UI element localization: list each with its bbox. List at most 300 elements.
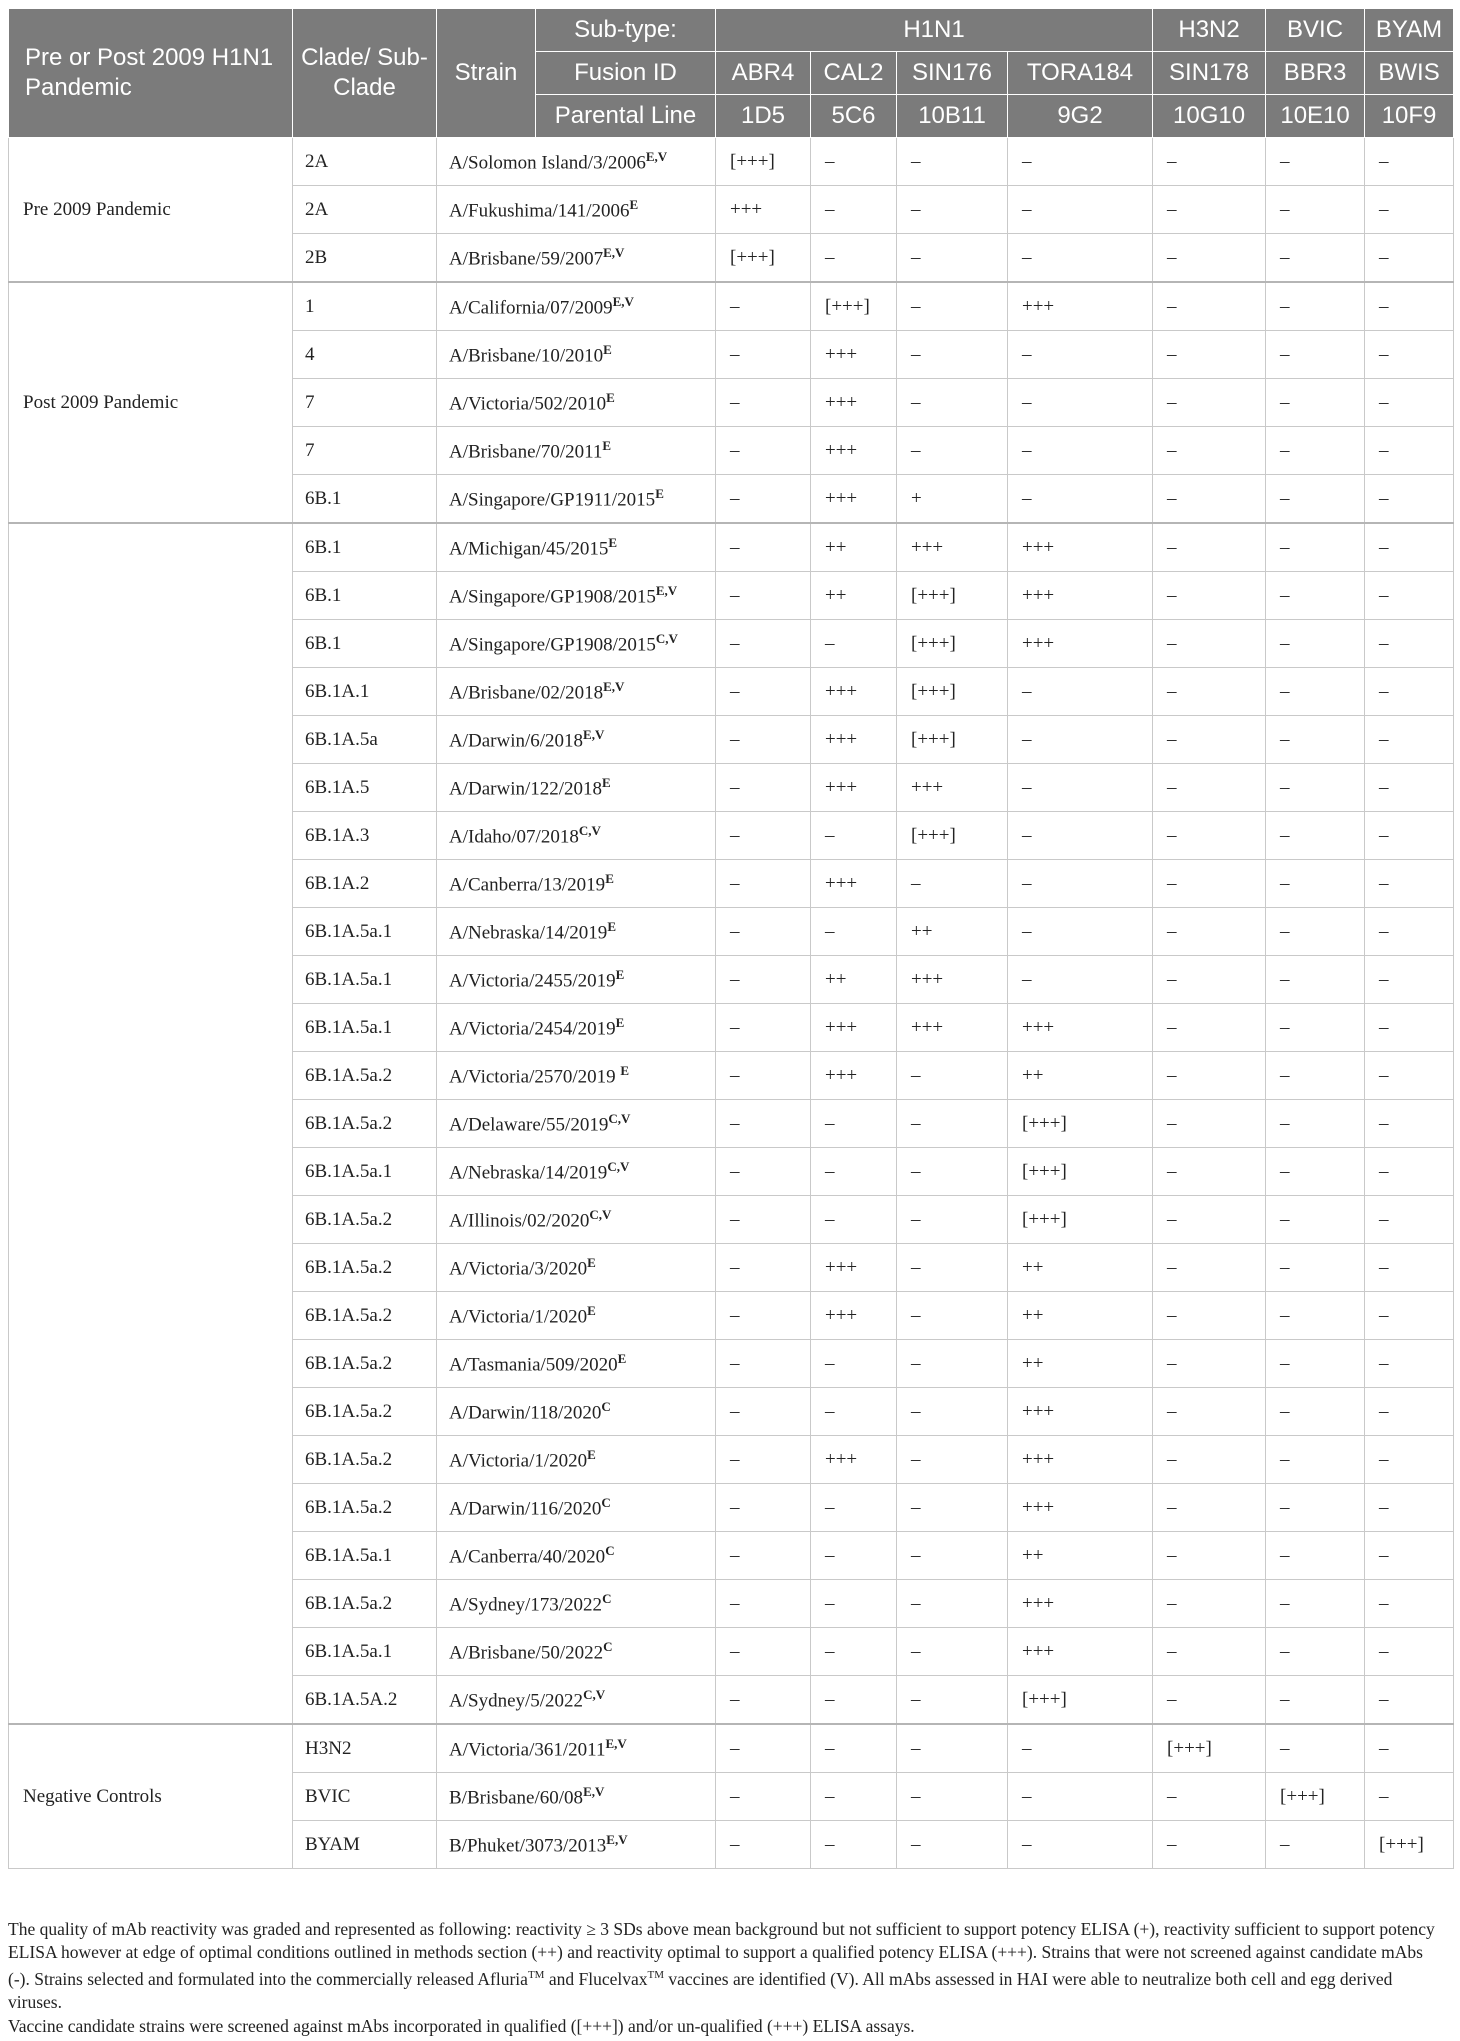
reactivity-cell: +++: [1008, 523, 1153, 572]
strain-name: A/Victoria/3/2020: [449, 1258, 588, 1280]
reactivity-cell: –: [1153, 860, 1266, 908]
reactivity-cell: [+++]: [716, 234, 811, 283]
table-header: [9, 9, 1454, 138]
reactivity-cell: –: [1266, 1580, 1365, 1628]
reactivity-cell: –: [1266, 1676, 1365, 1725]
strain-source-superscript: E: [608, 534, 618, 550]
reactivity-cell: [+++]: [1008, 1196, 1153, 1244]
reactivity-cell: +++: [811, 1052, 897, 1100]
clade-cell: 6B.1: [293, 572, 437, 620]
reactivity-cell: –: [716, 1388, 811, 1436]
clade-cell: 6B.1A.5a.2: [293, 1580, 437, 1628]
reactivity-cell: –: [1365, 956, 1454, 1004]
reactivity-cell: +++: [811, 860, 897, 908]
reactivity-cell: –: [716, 716, 811, 764]
clade-cell: 6B.1: [293, 620, 437, 668]
strain-name: A/Brisbane/10/2010: [449, 345, 604, 367]
reactivity-cell: –: [897, 1196, 1008, 1244]
reactivity-cell: –: [716, 331, 811, 379]
reactivity-cell: –: [1153, 1628, 1266, 1676]
reactivity-cell: –: [716, 764, 811, 812]
strain-name: A/Sydney/5/2022: [449, 1690, 584, 1712]
reactivity-cell: –: [1153, 1148, 1266, 1196]
reactivity-cell: [+++]: [897, 668, 1008, 716]
table-row: [9, 282, 1454, 331]
reactivity-cell: –: [716, 908, 811, 956]
strain-name: A/Brisbane/02/2018: [449, 682, 604, 704]
reactivity-cell: –: [1365, 475, 1454, 524]
reactivity-cell: –: [716, 1004, 811, 1052]
strain-name: A/Victoria/502/2010: [449, 393, 607, 415]
strain-name: A/Tasmania/509/2020: [449, 1354, 618, 1376]
strain-name: A/Sydney/173/2022: [449, 1594, 603, 1616]
reactivity-cell: –: [897, 282, 1008, 331]
reactivity-cell: –: [1365, 1436, 1454, 1484]
strain-source-superscript: C,V: [607, 1158, 630, 1174]
reactivity-cell: –: [1365, 331, 1454, 379]
reactivity-cell: –: [1266, 379, 1365, 427]
reactivity-cell: +++: [811, 668, 897, 716]
reactivity-cell: –: [1153, 1004, 1266, 1052]
reactivity-cell: –: [1153, 764, 1266, 812]
reactivity-cell: –: [716, 620, 811, 668]
reactivity-cell: –: [811, 186, 897, 234]
strain-name: A/Victoria/2455/2019: [449, 970, 616, 992]
strain-name: A/Singapore/GP1908/2015: [449, 586, 656, 608]
header-parental-line: 1D5: [716, 95, 811, 138]
group-label-cell: Pre 2009 Pandemic: [9, 138, 293, 283]
strain-cell: [437, 668, 716, 716]
reactivity-cell: ++: [811, 572, 897, 620]
reactivity-cell: +++: [811, 1292, 897, 1340]
strain-cell: [437, 331, 716, 379]
reactivity-cell: –: [716, 1532, 811, 1580]
reactivity-cell: –: [716, 1436, 811, 1484]
reactivity-cell: –: [1153, 1388, 1266, 1436]
footnote-grading: [8, 1918, 1448, 2014]
strain-source-superscript: C: [601, 1398, 611, 1414]
reactivity-cell: –: [1153, 1676, 1266, 1725]
strain-source-superscript: E: [655, 485, 664, 501]
reactivity-cell: –: [1153, 1484, 1266, 1532]
reactivity-cell: [+++]: [1008, 1676, 1153, 1725]
reactivity-cell: –: [1153, 1532, 1266, 1580]
reactivity-cell: –: [716, 427, 811, 475]
reactivity-cell: –: [716, 1676, 811, 1725]
strain-source-superscript: E,V: [612, 293, 634, 309]
strain-cell: [437, 282, 716, 331]
clade-cell: 2A: [293, 138, 437, 186]
reactivity-cell: –: [1008, 427, 1153, 475]
reactivity-cell: –: [1365, 523, 1454, 572]
clade-cell: 6B.1A.5a.1: [293, 1148, 437, 1196]
strain-cell: [437, 475, 716, 524]
header-clade: Clade/ Sub-Clade: [293, 9, 437, 138]
reactivity-cell: –: [1153, 1052, 1266, 1100]
reactivity-cell: +++: [811, 379, 897, 427]
reactivity-cell: [+++]: [1153, 1724, 1266, 1773]
reactivity-cell: –: [1365, 908, 1454, 956]
reactivity-cell: –: [1365, 1052, 1454, 1100]
strain-cell: [437, 379, 716, 427]
clade-cell: 7: [293, 379, 437, 427]
strain-cell: [437, 1292, 716, 1340]
strain-cell: [437, 1052, 716, 1100]
strain-cell: [437, 860, 716, 908]
reactivity-cell: +++: [897, 1004, 1008, 1052]
reactivity-cell: –: [1153, 620, 1266, 668]
reactivity-cell: –: [1266, 1821, 1365, 1869]
strain-source-superscript: E,V: [605, 1735, 627, 1751]
reactivity-cell: –: [1266, 1292, 1365, 1340]
footnote-text: The quality of mAb reactivity was graded and represented as following: reactivity ≥ 3 SDs above mean background but not sufficient to support potency ELISA (+), reactivity sufficient to support potency ELISA however at edge of optimal conditions outlined in methods section (++) and reactivity optimal to support a qualified potency ELISA (+++). Strains that were not screened against candidate mAbs (-). Strains selected and formulated into the commercially released Afluria: [8, 1919, 1435, 1989]
reactivity-cell: –: [897, 1052, 1008, 1100]
reactivity-cell: –: [1266, 138, 1365, 186]
reactivity-cell: –: [1008, 1724, 1153, 1773]
strain-cell: [437, 1196, 716, 1244]
reactivity-cell: –: [1266, 1388, 1365, 1436]
reactivity-cell: ++: [811, 523, 897, 572]
reactivity-cell: –: [1266, 1196, 1365, 1244]
strain-name: A/Michigan/45/2015: [449, 538, 609, 560]
strain-name: A/Brisbane/50/2022: [449, 1642, 604, 1664]
strain-source-superscript: C,V: [608, 1110, 631, 1126]
reactivity-cell: –: [811, 1340, 897, 1388]
reactivity-cell: –: [1153, 572, 1266, 620]
group-label-cell: Post 2009 Pandemic: [9, 282, 293, 523]
reactivity-cell: –: [716, 1628, 811, 1676]
reactivity-cell: +++: [1008, 572, 1153, 620]
reactivity-cell: –: [1365, 620, 1454, 668]
reactivity-cell: –: [716, 1244, 811, 1292]
header-fusion-id: SIN178: [1153, 52, 1266, 95]
reactivity-cell: –: [897, 138, 1008, 186]
reactivity-cell: –: [1266, 1340, 1365, 1388]
strain-name: A/Brisbane/70/2011: [449, 441, 603, 463]
reactivity-cell: –: [897, 1100, 1008, 1148]
header-fusion-id: BBR3: [1266, 52, 1365, 95]
reactivity-cell: –: [1008, 956, 1153, 1004]
strain-source-superscript: C: [601, 1494, 611, 1510]
reactivity-cell: –: [1365, 716, 1454, 764]
reactivity-cell: –: [716, 1724, 811, 1773]
reactivity-cell: –: [897, 1676, 1008, 1725]
strain-source-superscript: E: [629, 196, 639, 212]
strain-name: A/Nebraska/14/2019: [449, 922, 608, 944]
header-parental-line: 10F9: [1365, 95, 1454, 138]
header-strain: Strain: [437, 9, 536, 138]
reactivity-cell: –: [1153, 331, 1266, 379]
clade-cell: 7: [293, 427, 437, 475]
clade-cell: 6B.1A.5a.2: [293, 1196, 437, 1244]
header-parental-line: 9G2: [1008, 95, 1153, 138]
reactivity-cell: –: [1266, 908, 1365, 956]
strain-source-superscript: E: [587, 1446, 596, 1462]
reactivity-cell: –: [1365, 234, 1454, 283]
reactivity-cell: [+++]: [1008, 1100, 1153, 1148]
reactivity-cell: –: [1266, 572, 1365, 620]
reactivity-cell: +++: [897, 523, 1008, 572]
reactivity-cell: +++: [811, 1004, 897, 1052]
reactivity-cell: –: [1266, 1004, 1365, 1052]
reactivity-cell: –: [811, 1100, 897, 1148]
reactivity-cell: +++: [811, 331, 897, 379]
reactivity-cell: +++: [1008, 1436, 1153, 1484]
reactivity-cell: [+++]: [897, 812, 1008, 860]
strain-cell: [437, 812, 716, 860]
reactivity-cell: –: [897, 1436, 1008, 1484]
clade-cell: 6B.1A.5a.2: [293, 1052, 437, 1100]
reactivity-cell: –: [1266, 1100, 1365, 1148]
reactivity-cell: –: [716, 282, 811, 331]
reactivity-cell: –: [897, 234, 1008, 283]
reactivity-cell: –: [811, 1580, 897, 1628]
strain-source-superscript: E: [605, 870, 614, 886]
strain-cell: [437, 1436, 716, 1484]
reactivity-cell: –: [1008, 668, 1153, 716]
reactivity-cell: –: [1365, 1196, 1454, 1244]
table-row: [9, 523, 1454, 572]
reactivity-cell: –: [716, 1821, 811, 1869]
reactivity-cell: –: [1153, 668, 1266, 716]
reactivity-cell: –: [1365, 1676, 1454, 1725]
reactivity-cell: +++: [897, 956, 1008, 1004]
reactivity-cell: –: [1008, 908, 1153, 956]
strain-name: A/Idaho/07/2018: [449, 826, 579, 848]
strain-name: A/Darwin/6/2018: [449, 730, 584, 752]
reactivity-cell: –: [1153, 1821, 1266, 1869]
reactivity-cell: –: [1153, 282, 1266, 331]
reactivity-cell: –: [811, 1484, 897, 1532]
strain-source-superscript: E: [620, 1062, 630, 1078]
reactivity-cell: –: [1266, 1436, 1365, 1484]
strain-cell: [437, 1676, 716, 1725]
clade-cell: 1: [293, 282, 437, 331]
strain-name: A/Delaware/55/2019: [449, 1114, 609, 1136]
reactivity-cell: –: [1008, 716, 1153, 764]
header-subtype-byam: BYAM: [1365, 9, 1454, 52]
header-subtype-bvic: BVIC: [1266, 9, 1365, 52]
reactivity-cell: –: [811, 1821, 897, 1869]
reactivity-cell: –: [1365, 1724, 1454, 1773]
strain-name: A/Solomon Island/3/2006: [449, 152, 646, 174]
clade-cell: 6B.1A.5: [293, 764, 437, 812]
reactivity-cell: –: [716, 1340, 811, 1388]
strain-cell: [437, 234, 716, 283]
strain-source-superscript: E: [607, 918, 616, 934]
strain-cell: [437, 186, 716, 234]
reactivity-cell: –: [897, 1821, 1008, 1869]
reactivity-cell: –: [716, 1148, 811, 1196]
reactivity-cell: –: [897, 1244, 1008, 1292]
reactivity-cell: –: [716, 668, 811, 716]
footnote-text: and Flucelvax: [544, 1968, 648, 1989]
strain-name: A/California/07/2009: [449, 297, 613, 319]
reactivity-cell: –: [1008, 186, 1153, 234]
reactivity-cell: –: [1365, 860, 1454, 908]
reactivity-cell: –: [1266, 475, 1365, 524]
reactivity-cell: +++: [1008, 1388, 1153, 1436]
strain-source-superscript: E: [587, 1302, 596, 1318]
header-fusion-id: SIN176: [897, 52, 1008, 95]
reactivity-cell: –: [1008, 812, 1153, 860]
reactivity-cell: +++: [1008, 1004, 1153, 1052]
reactivity-cell: –: [1365, 1148, 1454, 1196]
strain-cell: [437, 716, 716, 764]
reactivity-cell: ++: [1008, 1244, 1153, 1292]
reactivity-cell: [+++]: [716, 138, 811, 186]
reactivity-cell: –: [811, 1773, 897, 1821]
clade-cell: 6B.1A.5a.1: [293, 1628, 437, 1676]
reactivity-cell: –: [716, 572, 811, 620]
reactivity-cell: –: [1365, 427, 1454, 475]
strain-source-superscript: C,V: [589, 1206, 612, 1222]
header-fusion-id: ABR4: [716, 52, 811, 95]
header-pandemic: Pre or Post 2009 H1N1 Pandemic: [9, 9, 293, 138]
strain-source-superscript: C: [602, 1590, 612, 1606]
strain-name: A/Canberra/13/2019: [449, 874, 606, 896]
clade-cell: BYAM: [293, 1821, 437, 1869]
reactivity-cell: –: [897, 186, 1008, 234]
strain-cell: [437, 1532, 716, 1580]
reactivity-cell: –: [1266, 1148, 1365, 1196]
header-parental-line: 10G10: [1153, 95, 1266, 138]
reactivity-cell: +++: [1008, 1628, 1153, 1676]
reactivity-cell: ++: [897, 908, 1008, 956]
strain-cell: [437, 1821, 716, 1869]
strain-name: B/Phuket/3073/2013: [449, 1835, 607, 1857]
reactivity-cell: –: [1365, 1532, 1454, 1580]
clade-cell: 6B.1A.5a.2: [293, 1388, 437, 1436]
reactivity-cell: –: [811, 1196, 897, 1244]
reactivity-cell: –: [897, 860, 1008, 908]
clade-cell: 6B.1A.5a.2: [293, 1292, 437, 1340]
reactivity-cell: –: [1008, 331, 1153, 379]
reactivity-cell: +: [897, 475, 1008, 524]
reactivity-cell: –: [1153, 1196, 1266, 1244]
reactivity-cell: –: [811, 812, 897, 860]
strain-name: A/Fukushima/141/2006: [449, 200, 630, 222]
reactivity-cell: [+++]: [1266, 1773, 1365, 1821]
clade-cell: 4: [293, 331, 437, 379]
reactivity-cell: +++: [811, 1244, 897, 1292]
header-parental-line: 5C6: [811, 95, 897, 138]
header-parental-label: Parental Line: [536, 95, 716, 138]
reactivity-cell: [+++]: [897, 572, 1008, 620]
reactivity-cell: +++: [811, 475, 897, 524]
strain-cell: [437, 1004, 716, 1052]
reactivity-cell: –: [1008, 234, 1153, 283]
header-fusion-id: BWIS: [1365, 52, 1454, 95]
strain-cell: [437, 1340, 716, 1388]
reactivity-cell: –: [716, 1052, 811, 1100]
reactivity-cell: +++: [716, 186, 811, 234]
clade-cell: 6B.1A.5a.2: [293, 1436, 437, 1484]
reactivity-cell: +++: [811, 1436, 897, 1484]
strain-name: A/Victoria/1/2020: [449, 1450, 588, 1472]
strain-name: B/Brisbane/60/08: [449, 1787, 584, 1809]
strain-name: A/Darwin/122/2018: [449, 778, 603, 800]
reactivity-cell: –: [1008, 1773, 1153, 1821]
strain-name: A/Darwin/118/2020: [449, 1402, 602, 1424]
clade-cell: 6B.1A.5a.1: [293, 1532, 437, 1580]
reactivity-cell: –: [1365, 1340, 1454, 1388]
strain-source-superscript: E: [606, 389, 615, 405]
reactivity-cell: –: [1153, 1292, 1266, 1340]
reactivity-cell: –: [1266, 812, 1365, 860]
clade-cell: BVIC: [293, 1773, 437, 1821]
reactivity-cell: –: [811, 620, 897, 668]
reactivity-cell: +++: [897, 764, 1008, 812]
reactivity-cell: –: [811, 1724, 897, 1773]
reactivity-cell: –: [1266, 1244, 1365, 1292]
reactivity-cell: –: [716, 956, 811, 1004]
strain-cell: [437, 1580, 716, 1628]
reactivity-cell: –: [716, 1196, 811, 1244]
reactivity-cell: –: [1365, 186, 1454, 234]
clade-cell: 6B.1A.5a.2: [293, 1244, 437, 1292]
reactivity-cell: –: [1008, 379, 1153, 427]
reactivity-cell: +++: [1008, 282, 1153, 331]
strain-cell: [437, 1148, 716, 1196]
reactivity-cell: –: [897, 1484, 1008, 1532]
reactivity-cell: –: [1266, 427, 1365, 475]
reactivity-cell: –: [1365, 1100, 1454, 1148]
reactivity-cell: –: [1365, 282, 1454, 331]
strain-source-superscript: E,V: [603, 244, 625, 260]
strain-name: A/Brisbane/59/2007: [449, 248, 604, 270]
clade-cell: 6B.1A.5a: [293, 716, 437, 764]
strain-source-superscript: E: [615, 1014, 625, 1030]
clade-cell: 6B.1A.2: [293, 860, 437, 908]
reactivity-cell: –: [897, 1148, 1008, 1196]
reactivity-cell: –: [1008, 764, 1153, 812]
reactivity-cell: –: [811, 138, 897, 186]
reactivity-cell: –: [897, 379, 1008, 427]
reactivity-cell: +++: [811, 716, 897, 764]
reactivity-cell: –: [716, 1292, 811, 1340]
reactivity-cell: –: [1153, 1580, 1266, 1628]
group-label-cell: Negative Controls: [9, 1724, 293, 1869]
strain-source-superscript: C,V: [578, 822, 601, 838]
header-parental-line: 10B11: [897, 95, 1008, 138]
reactivity-cell: –: [1153, 379, 1266, 427]
reactivity-cell: –: [897, 1628, 1008, 1676]
strain-source-superscript: E: [587, 1254, 596, 1270]
table-footnotes: [8, 1918, 1448, 2039]
strain-cell: [437, 956, 716, 1004]
strain-name: A/Victoria/1/2020: [449, 1306, 588, 1328]
reactivity-cell: –: [1153, 956, 1266, 1004]
reactivity-cell: –: [1266, 282, 1365, 331]
reactivity-cell: –: [1008, 860, 1153, 908]
reactivity-cell: –: [1266, 1052, 1365, 1100]
strain-cell: [437, 523, 716, 572]
clade-cell: 2B: [293, 234, 437, 283]
strain-cell: [437, 764, 716, 812]
reactivity-cell: –: [811, 1148, 897, 1196]
reactivity-cell: –: [1153, 1244, 1266, 1292]
reactivity-cell: –: [1266, 234, 1365, 283]
reactivity-cell: –: [897, 1773, 1008, 1821]
strain-cell: [437, 138, 716, 186]
header-fusion-id: TORA184: [1008, 52, 1153, 95]
reactivity-cell: –: [811, 908, 897, 956]
reactivity-cell: –: [716, 1580, 811, 1628]
reactivity-cell: –: [1153, 812, 1266, 860]
clade-cell: 6B.1A.5a.1: [293, 908, 437, 956]
reactivity-cell: –: [1365, 1484, 1454, 1532]
